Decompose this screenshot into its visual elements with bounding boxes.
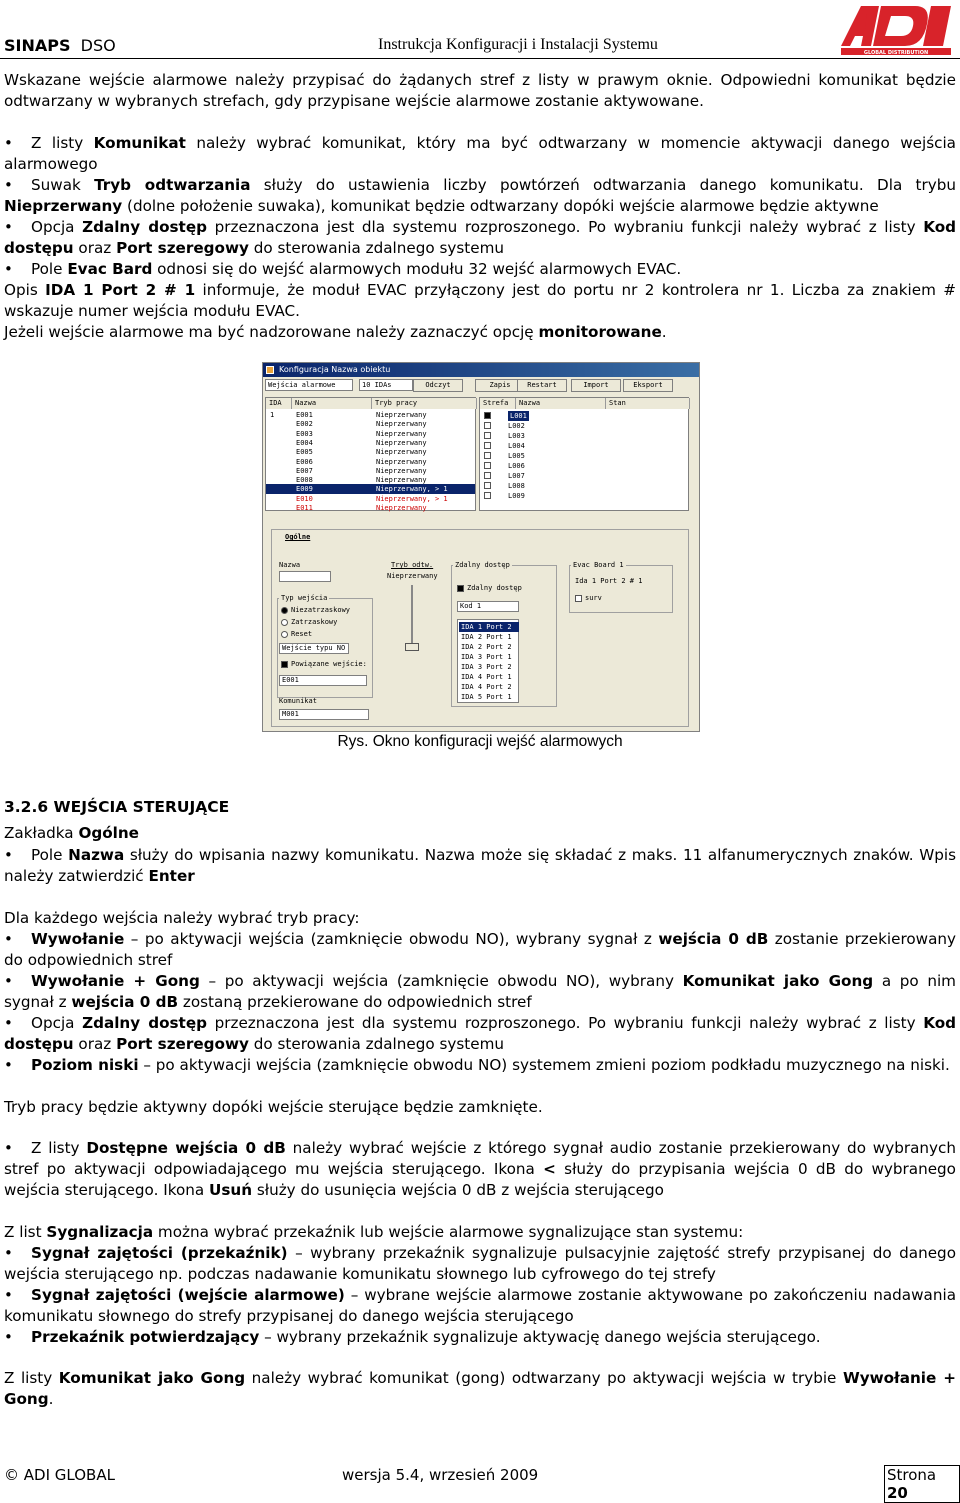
- col-name[interactable]: Nazwa: [292, 398, 372, 409]
- para-nazwa-cont: należy zatwierdzić Enter: [4, 867, 195, 885]
- zone-name: L004: [508, 442, 525, 450]
- para-przekaznik: Sygnał zajętości (przekaźnik) – wybrany przekaźnik sygnalizuje pulsacyjnie zajętość strefy przypisanej do danego: [31, 1244, 956, 1262]
- port-item[interactable]: IDA 2 Port 2: [461, 643, 512, 651]
- bullet-dot: •: [4, 218, 13, 236]
- adi-logo: [835, 2, 955, 56]
- mode-label: Tryb odtw.: [391, 561, 434, 569]
- para-wywolanie: Wywołanie – po aktywacji wejścia (zamknięcie obwodu NO), wybrany sygnał z wejścia 0 dB zostanie przekierowany: [31, 930, 956, 948]
- linked-input-select[interactable]: E001: [279, 675, 367, 686]
- remote-access-check-label: Zdalny dostęp: [467, 584, 522, 592]
- restart-button[interactable]: Restart: [517, 379, 567, 392]
- mode-value: Nieprzerwany: [387, 572, 438, 580]
- zone-checkbox[interactable]: [484, 432, 491, 439]
- para-suwak: Suwak Tryb odtwarzania służy do ustawienia liczby powtórzeń odtwarzania danego komunikatu. Dla trybu: [31, 176, 956, 194]
- cell-mode: Nieprzerwany: [376, 476, 427, 485]
- tab-general-line: Zakładka Ogólne: [4, 824, 139, 842]
- import-button[interactable]: Import: [571, 379, 621, 392]
- remote-access-group-label: Zdalny dostęp: [455, 561, 510, 569]
- zone-name: L001: [510, 412, 527, 420]
- zone-row[interactable]: [480, 421, 688, 431]
- zone-name: L008: [508, 482, 525, 490]
- bullet-dot: •: [4, 1139, 13, 1157]
- radio-latching[interactable]: [281, 619, 288, 626]
- zone-row[interactable]: [480, 451, 688, 461]
- evac-board-group: [569, 565, 673, 613]
- cell-mode: Nieprzerwany: [376, 420, 427, 429]
- zone-checkbox[interactable]: [484, 472, 491, 479]
- para-gong: Wywołanie + Gong – po aktywacji wejścia (zamknięcie obwodu NO), wybrany Komunikat jako Gong a po nim: [31, 972, 956, 990]
- zone-name: L006: [508, 462, 525, 470]
- zone-name: L009: [508, 492, 525, 500]
- radio-latching-label: Zatrzaskowy: [291, 618, 338, 626]
- radio-non-latching[interactable]: [281, 607, 288, 614]
- zone-name: L007: [508, 472, 525, 480]
- para-zdalny-2: Opcja Zdalny dostęp przeznaczona jest dla systemu rozproszonego. Po wybraniu funkcji należy wybrać z listy Kod: [31, 1014, 956, 1032]
- radio-non-latching-label: Niezatrzaskowy: [291, 606, 351, 614]
- bullet-dot: •: [4, 260, 13, 278]
- footer-version: wersja 5.4, wrzesień 2009: [342, 1466, 539, 1484]
- zone-row[interactable]: [480, 431, 688, 441]
- zone-checkbox[interactable]: [484, 462, 491, 469]
- evac-board-value: Ida 1 Port 2 # 1: [575, 577, 643, 585]
- read-button[interactable]: Odczyt: [413, 379, 463, 392]
- intro-line-2: odtwarzany w wybranych strefach, gdy przypisane wejście alarmowe zostanie aktywowane.: [4, 92, 704, 110]
- cell-mode: Nieprzerwany: [376, 438, 427, 447]
- supervised-checkbox[interactable]: [575, 595, 582, 602]
- evac-board-label: Evac Board 1: [573, 561, 624, 569]
- bullet-dot: •: [4, 176, 13, 194]
- message-label: Komunikat: [279, 697, 317, 705]
- zone-name: L002: [508, 422, 525, 430]
- col-mode[interactable]: Tryb pracy: [372, 398, 477, 409]
- dialog-titlebar: Konfiguracja Nazwa obiektu: [263, 363, 699, 377]
- zone-checkbox[interactable]: [484, 492, 491, 499]
- col-zone-name[interactable]: Nazwa: [516, 398, 606, 409]
- para-zdalny: Opcja Zdalny dostęp przeznaczona jest dla systemu rozproszonego. Po wybraniu funkcji należy wybrać z listy Kod: [31, 218, 956, 236]
- para-dostepne-cont-2: wejścia sterującego. Ikona Usuń służy do usunięcia wejścia 0 dB z wejścia sterującego: [4, 1181, 664, 1199]
- tab-general[interactable]: Ogólne: [285, 533, 311, 541]
- para-aktywny: Tryb pracy będzie aktywny dopóki wejście sterujące będzie zamknięte.: [4, 1098, 543, 1116]
- para-zdalny-cont: dostępu oraz Port szeregowy do sterowania zdalnego systemu: [4, 239, 505, 257]
- table-row[interactable]: [266, 503, 475, 513]
- para-zdalny-2-cont: dostępu oraz Port szeregowy do sterowania zdalnego systemu: [4, 1035, 505, 1053]
- cell-mode: Nieprzerwany: [376, 429, 427, 438]
- zone-checkbox[interactable]: [484, 412, 491, 419]
- para-evac: Pole Evac Bard odnosi się do wejść alarmowych modułu 32 wejść alarmowych EVAC.: [31, 260, 682, 278]
- cell-name: E010: [296, 494, 313, 503]
- port-item[interactable]: IDA 5 Port 1: [461, 693, 512, 701]
- bullet-dot: •: [4, 930, 13, 948]
- col-zone[interactable]: Strefa: [480, 398, 516, 409]
- linked-input-label: Powiązane wejście:: [291, 660, 367, 668]
- para-gong-cont: sygnał z wejścia 0 dB zostaną przekierowane do odpowiednich stref: [4, 993, 532, 1011]
- zone-checkbox[interactable]: [484, 422, 491, 429]
- para-komunikat-gong: Z listy Komunikat jako Gong należy wybrać komunikat (gong) odtwarzany po aktywacji wejścia w trybie Wywołanie +: [4, 1369, 956, 1387]
- cell-name: E005: [296, 448, 313, 457]
- input-type-combo[interactable]: Wejścia alarmowe: [265, 379, 353, 391]
- page-header: [0, 0, 960, 60]
- bullet-dot: •: [4, 134, 13, 152]
- cell-mode: Nieprzerwany: [376, 466, 427, 475]
- radio-reset-label: Reset: [291, 630, 313, 638]
- zone-checkbox[interactable]: [484, 442, 491, 449]
- intro-line-1: Wskazane wejście alarmowe należy przypisać do żądanych stref z listy w prawym oknie. Odpowiedni komunikat będzie: [4, 71, 956, 89]
- footer-copyright: © ADI GLOBAL: [4, 1466, 115, 1484]
- header-title: Instrukcja Konfiguracji i Instalacji Systemu: [378, 36, 658, 53]
- para-monitor: Jeżeli wejście alarmowe ma być nadzorowane należy zaznaczyć opcję monitorowane.: [4, 323, 667, 341]
- port-item[interactable]: IDA 4 Port 2: [461, 683, 512, 691]
- supervised-label: surv: [585, 594, 602, 602]
- cell-mode: Nieprzerwany: [376, 504, 427, 512]
- zone-name: L005: [508, 452, 525, 460]
- bullet-dot: •: [4, 1014, 13, 1032]
- cell-mode: Nieprzerwany: [376, 411, 427, 419]
- para-dostepne: Z listy Dostępne wejścia 0 dB należy wybrać wejście z którego sygnał audio zostanie przekierowany do wybranych: [31, 1139, 957, 1157]
- cell-name: E007: [296, 466, 313, 475]
- serial-port-list[interactable]: [457, 619, 519, 703]
- name-field[interactable]: [279, 571, 331, 582]
- cell-name: E001: [296, 411, 313, 419]
- cell-ida: 1: [270, 411, 275, 419]
- access-code-select[interactable]: Kod 1: [457, 601, 519, 612]
- port-item[interactable]: IDA 3 Port 1: [461, 653, 512, 661]
- cell-name: E004: [296, 438, 313, 447]
- cell-mode: Nieprzerwany, > 1: [376, 485, 448, 494]
- name-label: Nazwa: [279, 561, 301, 569]
- remote-access-checkbox[interactable]: [457, 585, 464, 592]
- para-komunikat-cont: alarmowego: [4, 155, 98, 173]
- ida-count-combo[interactable]: 10 IDAs: [359, 379, 413, 391]
- para-wejscie-alarmowe: Sygnał zajętości (wejście alarmowe) – wybrane wejście alarmowe zostanie aktywowane po zakończeniu nadawania: [31, 1286, 956, 1304]
- para-wywolanie-cont: do odpowiednich stref: [4, 951, 173, 969]
- cell-name: E008: [296, 476, 313, 485]
- message-select[interactable]: M001: [279, 709, 369, 720]
- zone-row[interactable]: [480, 411, 688, 421]
- para-opis-cont: wskazuje numer wejścia modułu EVAC.: [4, 302, 300, 320]
- zone-row[interactable]: [480, 461, 688, 471]
- svg-text:GLOBAL DISTRIBUTION: GLOBAL DISTRIBUTION: [863, 50, 929, 56]
- mode-slider-thumb[interactable]: [405, 643, 419, 651]
- alarm-inputs-table[interactable]: [265, 397, 476, 511]
- para-wejscie-alarmowe-cont: komunikatu słownego do strefy przypisanej do danego wejścia sterującego: [4, 1307, 574, 1325]
- port-item[interactable]: IDA 1 Port 2: [459, 622, 519, 632]
- zone-checkbox[interactable]: [484, 452, 491, 459]
- zone-row[interactable]: [480, 471, 688, 481]
- cell-mode: Nieprzerwany, > 1: [376, 494, 448, 503]
- cell-mode: Nieprzerwany: [376, 448, 427, 457]
- config-dialog-screenshot: [262, 362, 700, 732]
- para-dostepne-cont: stref po aktywacji odpowiadającego mu wejścia sterującego. Ikona < służy do przypisania wejścia 0 dB do wybranego: [4, 1160, 956, 1178]
- zones-table[interactable]: [479, 397, 689, 511]
- para-tryb: Dla każdego wejścia należy wybrać tryb pracy:: [4, 909, 360, 927]
- mode-slider-track: [411, 585, 413, 651]
- save-button[interactable]: Zapis: [475, 379, 525, 392]
- input-no-select[interactable]: Wejście typu NO: [279, 643, 349, 654]
- bullet-dot: •: [4, 972, 13, 990]
- section-heading: 3.2.6 WEJŚCIA STERUJĄCE: [4, 798, 230, 816]
- port-item[interactable]: IDA 3 Port 2: [461, 663, 512, 671]
- cell-mode: Nieprzerwany: [376, 457, 427, 466]
- para-nazwa: Pole Nazwa służy do wpisania nazwy komunikatu. Nazwa może się składać z maks. 11 alfanumerycznych znaków. Wpis: [31, 846, 956, 864]
- input-type-group-label: Typ wejścia: [281, 594, 328, 602]
- zone-row[interactable]: [480, 441, 688, 451]
- cell-name: E011: [296, 504, 313, 512]
- export-button[interactable]: Eksport: [623, 379, 673, 392]
- linked-input-checkbox[interactable]: [281, 661, 288, 668]
- cell-name: E003: [296, 429, 313, 438]
- para-przekaznik-cont: wejścia sterującego np. podczas nadawanie komunikatu słownego lub cyfrowego do tej strefy: [4, 1265, 716, 1283]
- port-item[interactable]: IDA 4 Port 1: [461, 673, 512, 681]
- para-sygnalizacja: Z list Sygnalizacja można wybrać przekaźnik lub wejście alarmowe sygnalizujące stan systemu:: [4, 1223, 744, 1241]
- app-icon: [266, 366, 274, 374]
- col-ida[interactable]: IDA: [266, 398, 292, 409]
- para-komunikat-gong-cont: Gong.: [4, 1390, 54, 1408]
- zone-row[interactable]: [480, 481, 688, 491]
- bullet-dot: •: [4, 1244, 13, 1262]
- header-brand: SINAPS DSO: [4, 36, 116, 55]
- para-poziom: Poziom niski – po aktywacji wejścia (zamknięcie obwodu NO) systemem zmieni poziom podkładu muzycznego na niski.: [31, 1056, 950, 1074]
- para-komunikat: Z listy Komunikat należy wybrać komunikat, który ma być odtwarzany w momencie aktywacji danego wejścia: [31, 134, 956, 152]
- zone-row[interactable]: [480, 491, 688, 501]
- radio-reset[interactable]: [281, 631, 288, 638]
- figure-caption: Rys. Okno konfiguracji wejść alarmowych: [337, 733, 623, 750]
- port-item[interactable]: IDA 2 Port 1: [461, 633, 512, 641]
- col-state[interactable]: Stan: [606, 398, 690, 409]
- para-potwierdzajacy: Przekaźnik potwierdzający – wybrany przekaźnik sygnalizuje aktywację danego wejścia sterującego.: [31, 1328, 821, 1346]
- zone-name: L003: [508, 432, 525, 440]
- cell-name: E002: [296, 420, 313, 429]
- bullet-dot: •: [4, 846, 13, 864]
- bullet-dot: •: [4, 1056, 13, 1074]
- cell-name: E006: [296, 457, 313, 466]
- bullet-dot: •: [4, 1328, 13, 1346]
- zone-checkbox[interactable]: [484, 482, 491, 489]
- header-rule: [0, 58, 960, 59]
- para-suwak-cont: Nieprzerwany (dolne położenie suwaka), komunikat będzie odtwarzany dopóki wejście alarmowe będzie aktywne: [4, 197, 879, 215]
- bullet-dot: •: [4, 1286, 13, 1304]
- footer-page: Strona 20: [884, 1465, 960, 1503]
- cell-name: E009: [296, 485, 313, 494]
- para-opis: Opis IDA 1 Port 2 # 1 informuje, że moduł EVAC przyłączony jest do portu nr 2 kontrolera nr 1. Liczba za znakiem #: [4, 281, 956, 299]
